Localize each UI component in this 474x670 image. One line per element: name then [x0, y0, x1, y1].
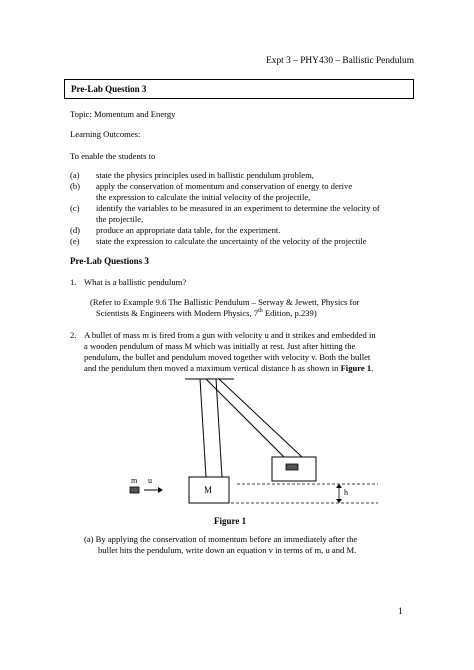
- bullet: [130, 487, 139, 493]
- height-arrow-up: [336, 484, 342, 488]
- question-2-line: and the pendulum then moved a maximum vertical distance h as shown in Figure 1.: [84, 363, 374, 373]
- question-2-line: a wooden pendulum of mass M which was initially at rest. Just after hitting the: [84, 341, 356, 351]
- question-2: 2. A bullet of mass m is fired from a gun with velocity u and it strikes and embedded in: [70, 330, 376, 340]
- label-M: M: [204, 485, 213, 495]
- string-left-rest: [200, 379, 206, 477]
- label-h: h: [344, 488, 348, 497]
- label-m: m: [131, 476, 138, 485]
- reference-line: Scientists & Engineers with Modern Physics, 7th Edition, p.239): [96, 308, 317, 318]
- topic-line: Topic: Momentum and Energy: [70, 109, 176, 119]
- outcome-item: (c) identify the variables to be measured in an experiment to determine the velocity of: [70, 203, 380, 213]
- question-2a-line: (a) By applying the conservation of momentum before an immediately after the: [84, 534, 358, 544]
- label-u: u: [148, 476, 152, 485]
- figure-reference: Figure 1: [340, 363, 372, 373]
- outcome-item: the projectile,: [96, 214, 144, 224]
- section-title: Pre-Lab Questions 3: [70, 256, 149, 266]
- question-2a-line: bullet hits the pendulum, write down an equation v in terms of m, u and M.: [98, 545, 357, 555]
- reference-line: (Refer to Example 9.6 The Ballistic Pendulum – Serway & Jewett, Physics for: [90, 297, 360, 307]
- question-2-line: pendulum, the bullet and pendulum moved together with velocity v. Both the bullet: [84, 352, 371, 362]
- height-arrow-down: [336, 499, 342, 503]
- outcome-item: (b) apply the conservation of momentum and conservation of energy to derive: [70, 181, 353, 191]
- embedded-bullet: [286, 464, 298, 470]
- arrow-head: [158, 487, 163, 493]
- string-right-swung: [219, 379, 302, 457]
- outcome-item: the expression to calculate the initial velocity of the projectile,: [96, 192, 311, 202]
- outcome-item: (a) state the physics principles used in ballistic pendulum problem,: [70, 170, 314, 180]
- figure-caption: Figure 1: [214, 516, 247, 526]
- page-header: Expt 3 – PHY430 – Ballistic Pendulum: [266, 56, 414, 66]
- outcome-item: (d) produce an appropriate data table, for the experiment.: [70, 225, 281, 235]
- question-1: 1. What is a ballistic pendulum?: [70, 277, 187, 287]
- box-title: Pre-Lab Question 3: [71, 84, 147, 94]
- learning-outcomes-heading: Learning Outcomes:: [70, 129, 141, 139]
- string-left-swung: [206, 379, 284, 457]
- enable-line: To enable the students to: [70, 151, 156, 161]
- outcome-item: (e) state the expression to calculate the uncertainty of the velocity of the projectile: [70, 236, 367, 246]
- page-number: 1: [398, 607, 403, 617]
